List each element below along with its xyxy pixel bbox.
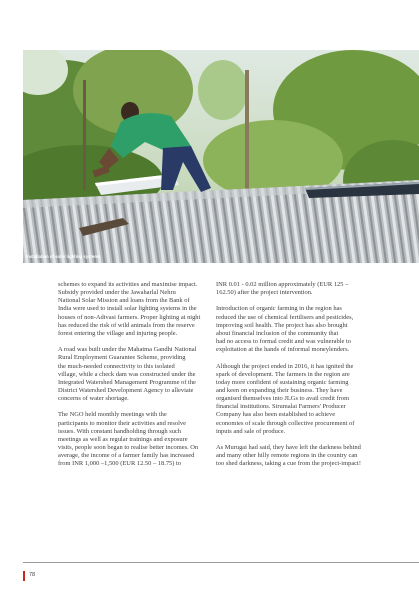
text-line: inputs and sale of produce. bbox=[216, 427, 286, 435]
text-line: Integrated Watershed Management Programme of the bbox=[58, 378, 196, 386]
text-line: Introduction of organic farming in the region has bbox=[216, 305, 342, 313]
text-line: forest entering the village and injuring people. bbox=[58, 329, 178, 337]
text-line: Although the project ended in 2016, it has ignited the bbox=[216, 362, 354, 370]
text-line: improving soil health. The project has also brought bbox=[216, 321, 348, 329]
text-line: today more confident of sustaining organic farming bbox=[216, 378, 349, 386]
text-line: too shed darkness, taking a cue from the project-impact! bbox=[216, 460, 361, 468]
text-line: village, while a check dam was constructed under the bbox=[58, 370, 196, 378]
text-line: exploitation at the hands of informal moneylenders. bbox=[216, 346, 350, 354]
paragraph-conclusion bbox=[216, 444, 366, 468]
text-line: the much-needed connectivity to this isolated bbox=[58, 362, 175, 370]
text-line: Company has also been established to achieve bbox=[216, 411, 336, 419]
text-line: average, the income of a farmer family has increased bbox=[58, 452, 195, 460]
text-line: and keen on expanding their business. They have bbox=[216, 387, 343, 394]
text-line: The NGO held monthly meetings with the bbox=[58, 411, 167, 419]
text-line: issues. With constant handholding through such bbox=[58, 427, 181, 435]
text-line: visits, people soon began to realise better incomes. On bbox=[58, 444, 199, 452]
footer-divider bbox=[23, 562, 419, 563]
paragraph-road bbox=[58, 346, 204, 403]
page-number-accent-bar bbox=[23, 571, 25, 581]
text-line: meetings as well as regular trainings and exposure bbox=[58, 435, 188, 443]
text-line: Subsidy provided under the Jawaharlal Nehru bbox=[58, 289, 176, 297]
paragraph-subsidy bbox=[58, 281, 204, 338]
text-line: As Murugai had said, they have left the darkness behind bbox=[216, 444, 361, 452]
text-line: National Solar Mission and loans from the Bank of bbox=[58, 297, 190, 305]
photo-caption: Installation of solar lighting systems bbox=[26, 254, 101, 259]
paragraph-development bbox=[216, 363, 366, 436]
text-line: financial institutions. Sirumalai Farmers' Producer bbox=[216, 403, 346, 411]
text-line: A road was built under the Mahatma Gandhi National bbox=[58, 346, 197, 354]
text-line: and many other hilly remote regions in the country can bbox=[216, 452, 358, 460]
text-line: schemes to expand its activities and maximise impact. bbox=[58, 281, 198, 288]
text-line: economies of scale through collective procurement of bbox=[216, 419, 355, 427]
text-line: organised themselves into JLGs to avail credit from bbox=[216, 395, 350, 403]
text-line: 162.50) after the project intervention. bbox=[216, 289, 313, 297]
text-line: spark of development. The farmers in the region are bbox=[216, 370, 350, 378]
left-column bbox=[58, 281, 204, 477]
paragraph-organic-farming bbox=[216, 305, 366, 354]
text-line: INR 0.01 - 0.02 million approximately (EUR 125 – bbox=[216, 281, 349, 288]
text-line: about financial inclusion of the community that bbox=[216, 329, 339, 337]
text-line: participants to monitor their activities and resolve bbox=[58, 419, 186, 427]
photo-illustration bbox=[23, 50, 419, 263]
solar-installation-photo bbox=[23, 50, 419, 263]
text-line: Rural Employment Guarantee Scheme, providing bbox=[58, 354, 186, 362]
text-line: reduced the use of chemical fertilisers and pesticides, bbox=[216, 313, 354, 321]
text-line: concerns of water shortage. bbox=[58, 395, 129, 403]
text-line: from INR 1,000 –1,500 (EUR 12.50 – 18.75) to bbox=[58, 460, 182, 468]
text-line: had no access to formal credit and was vulnerable to bbox=[216, 338, 351, 346]
text-line: has reduced the risk of wild animals from the reserve bbox=[58, 321, 195, 329]
page-number: 78 bbox=[29, 572, 36, 578]
text-line: India were used to install solar lighting systems in the bbox=[58, 305, 197, 313]
paragraph-income bbox=[216, 281, 366, 297]
text-line: houses of non-Adivasi farmers. Proper lighting at night bbox=[58, 313, 201, 321]
text-line: District Watershed Development Agency to alleviate bbox=[58, 387, 194, 395]
right-column bbox=[216, 281, 366, 477]
paragraph-meetings bbox=[58, 411, 204, 468]
